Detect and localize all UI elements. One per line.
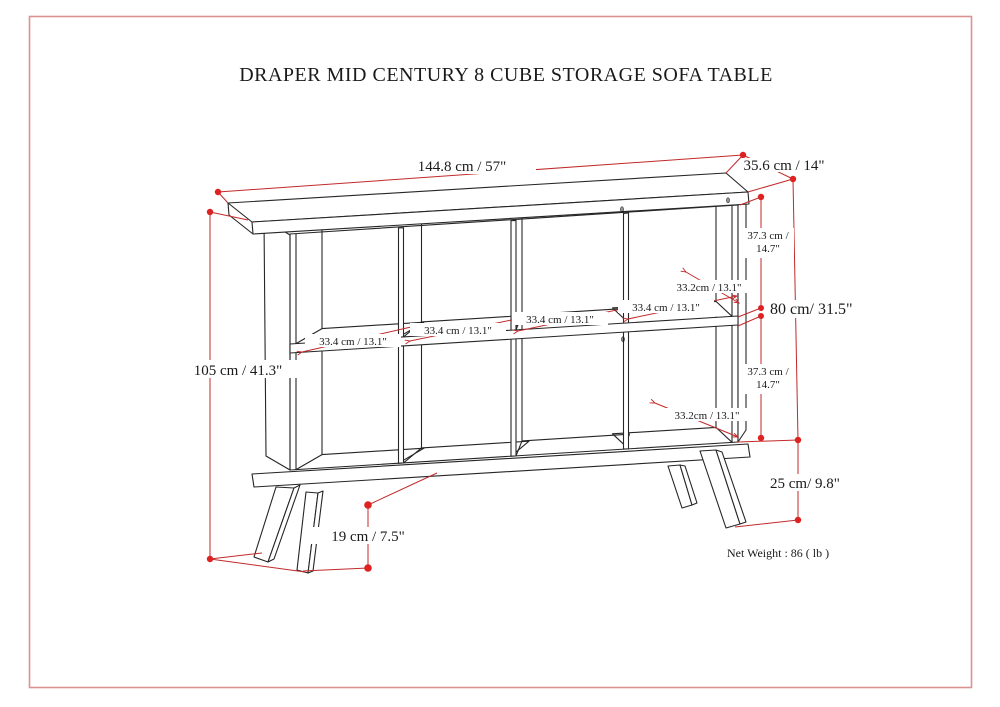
dim-cube-width-label-2: 33.4 cm / 13.1" <box>424 325 492 337</box>
dim-cube-depth-label-bottom: 33.2cm / 13.1" <box>674 410 740 422</box>
dim-cube-width-label-3: 33.4 cm / 13.1" <box>526 314 594 326</box>
page-title: DRAPER MID CENTURY 8 CUBE STORAGE SOFA TABLE <box>239 64 773 86</box>
dim-ext-clearance <box>303 473 437 571</box>
dim-clearance-label: 19 cm / 7.5" <box>331 529 405 545</box>
dim-cube-height-top-label: 37.3 cm / 14.7" <box>747 230 789 255</box>
dim-cube-width-label-4: 33.4 cm / 13.1" <box>632 302 700 314</box>
hole-marker-3: 0 <box>621 335 625 344</box>
dim-cube-height-bottom-label: 37.3 cm / 14.7" <box>747 366 789 391</box>
dim-cube-width-label-1: 33.4 cm / 13.1" <box>319 336 387 348</box>
dim-height-label: 105 cm / 41.3" <box>193 363 283 379</box>
dim-ext-depth <box>748 179 793 192</box>
page-border <box>30 17 972 688</box>
dim-width-label: 144.8 cm / 57" <box>417 159 507 175</box>
cabinet-drawing <box>228 173 750 573</box>
dim-ext-height <box>210 212 305 572</box>
hole-marker-1: 0 <box>620 205 624 214</box>
dim-body-height-label: 80 cm/ 31.5" <box>770 301 853 318</box>
dim-ext-body-height <box>738 440 798 442</box>
dim-leg-height-label: 25 cm/ 9.8" <box>770 476 840 492</box>
dim-cube-depth-label-top: 33.2cm / 13.1" <box>676 282 742 294</box>
left-side-panel <box>264 219 290 470</box>
hole-marker-2: 0 <box>726 196 730 205</box>
dim-depth-label: 35.6 cm / 14" <box>743 158 825 174</box>
net-weight-label: Net Weight : 86 ( lb ) <box>727 546 830 560</box>
